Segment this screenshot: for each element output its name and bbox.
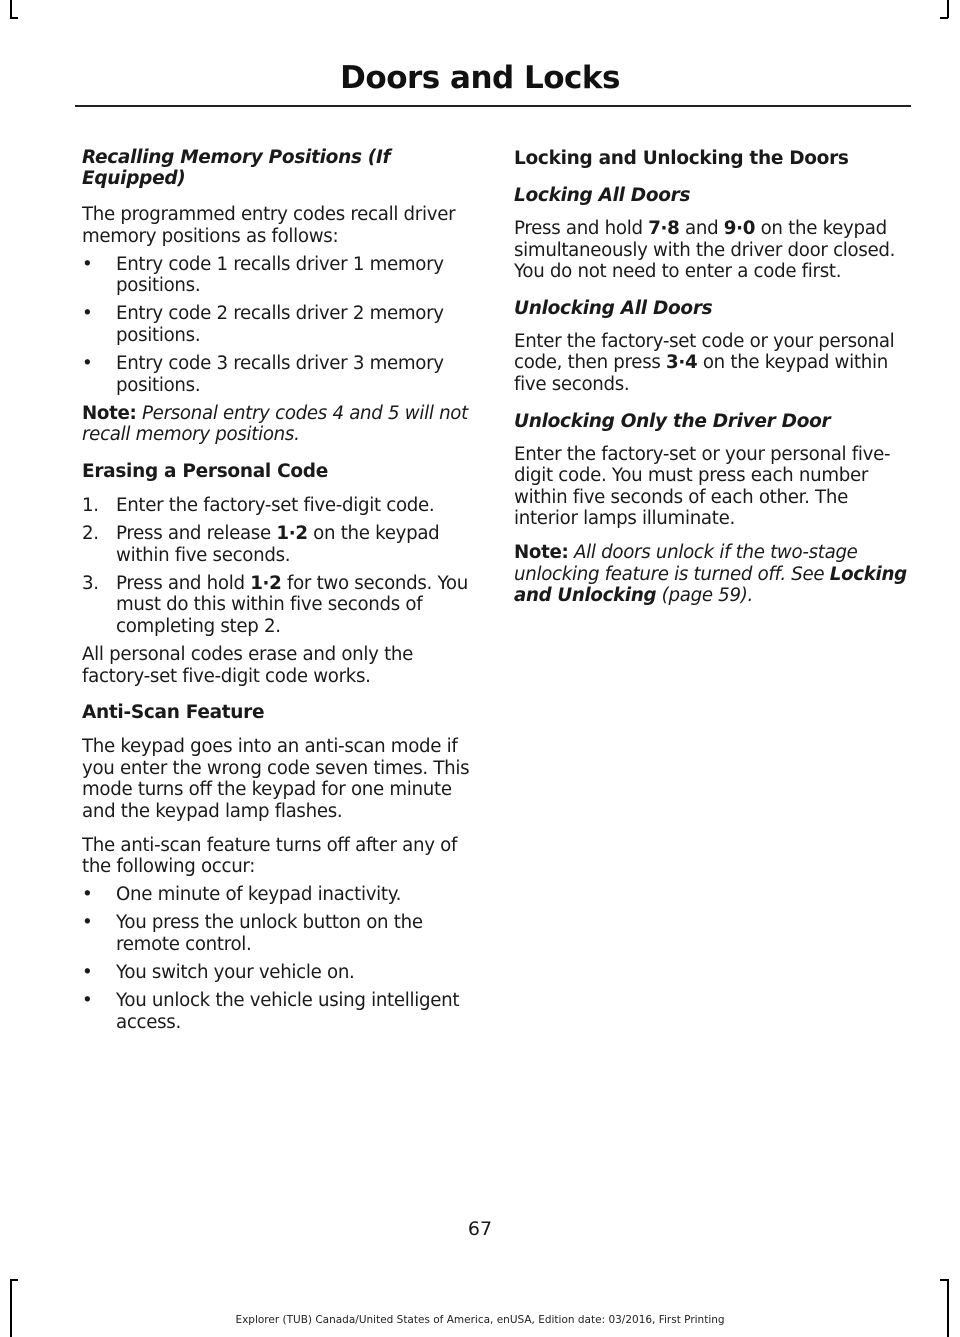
erase-step [82, 523, 477, 566]
unlock-driver-text: Enter the factory-set or your personal five-digit code. You must press each number within five seconds of each other. The interior lamps illuminate. [514, 443, 891, 530]
bullet-marker: • [82, 912, 93, 934]
step-text-after: for two seconds. You must do this within five seconds of completing step 2. [116, 572, 468, 637]
unlock-all-text [514, 331, 909, 396]
memory-bullet-text: Entry code 1 recalls driver 1 memory positions. [116, 253, 444, 297]
memory-intro: The programmed entry codes recall driver memory positions as follows: [82, 204, 456, 247]
crop-mark-bottom-left-h [10, 1279, 18, 1281]
crop-mark-top-right-h [940, 17, 948, 19]
lock-all-text-3: on the keypad simultaneously with the driver door closed. You do not need to enter a code first. [514, 218, 896, 283]
step-text-after: on the keypad within five seconds. [116, 523, 440, 566]
keypad-key: 1·2 [250, 572, 282, 594]
bullet-marker: • [82, 253, 93, 275]
left-column [82, 145, 477, 1033]
antiscan-bullet [82, 884, 477, 906]
antiscan-paragraph: The keypad goes into an anti-scan mode if you enter the wrong code seven times. This mode turns off the keypad for one minute and the keypad lamp flashes. [82, 736, 470, 822]
erase-step [82, 573, 477, 638]
page-reference: (page 59) [656, 585, 748, 607]
step-number: 1. [82, 494, 99, 516]
step-text: Enter the factory-set five-digit code. [116, 494, 435, 516]
note-text: All doors unlock if the two-stage unlocking feature is turned off. See [514, 541, 858, 585]
keypad-key: 9·0 [723, 218, 756, 239]
note-text: Personal entry codes 4 and 5 will not recall memory positions. [82, 402, 468, 446]
antiscan-bullet-text: One minute of keypad inactivity. [116, 884, 402, 906]
step-number: 2. [82, 523, 99, 545]
note-label: Note: [82, 402, 137, 424]
memory-bullet [82, 254, 477, 297]
header-rule [75, 105, 911, 107]
page-number: 67 [467, 1218, 493, 1240]
bullet-marker: • [82, 353, 93, 375]
unlock-all-text-1: Enter the factory-set code or your personal code, then press [514, 330, 895, 374]
crop-mark-bottom-right-h [940, 1279, 948, 1281]
memory-bullet-text: Entry code 3 recalls driver 3 memory positions. [116, 353, 444, 396]
bullet-marker: • [82, 962, 93, 984]
lock-all-text-2: and [679, 218, 724, 239]
erase-heading: Erasing a Personal Code [82, 460, 328, 482]
unlock-driver-heading: Unlocking Only the Driver Door [514, 410, 831, 432]
lock-all-heading: Locking All Doors [514, 185, 691, 206]
memory-bullet [82, 353, 477, 396]
keypad-key: 1·2 [276, 523, 308, 545]
keypad-key: 7·8 [648, 218, 680, 239]
antiscan-heading: Anti-Scan Feature [82, 702, 265, 724]
cross-reference-link[interactable]: Locking and Unlocking [514, 563, 907, 607]
keypad-key: 3·4 [666, 352, 698, 374]
antiscan-paragraph: The anti-scan feature turns off after any of the following occur: [82, 834, 458, 878]
erase-after: All personal codes erase and only the factory-set five-digit code works. [82, 644, 414, 687]
antiscan-bullet [82, 990, 477, 1033]
antiscan-bullet-text: You unlock the vehicle using intelligent access. [116, 990, 460, 1033]
unlock-all-heading: Unlocking All Doors [514, 297, 713, 319]
note-end: . [747, 585, 754, 607]
crop-mark-bottom-right-v [947, 1279, 949, 1337]
crop-mark-top-left-h [10, 17, 18, 19]
driver-note [514, 542, 909, 607]
memory-heading: Recalling Memory Positions (If Equipped) [82, 147, 391, 189]
bullet-marker: • [82, 990, 93, 1012]
crop-mark-bottom-left-v [10, 1279, 12, 1337]
page-header-title: Doors and Locks [340, 60, 620, 96]
antiscan-bullet-text: You switch your vehicle on. [116, 962, 355, 984]
memory-note [82, 403, 477, 446]
unlock-all-text-2: on the keypad within five seconds. [514, 352, 888, 395]
memory-bullet-text: Entry code 2 recalls driver 2 memory positions. [116, 303, 444, 346]
step-text: Press and release [116, 523, 277, 545]
lock-all-text [514, 218, 909, 283]
crop-mark-top-right-v [947, 0, 949, 18]
erase-step [82, 495, 477, 517]
bullet-marker: • [82, 884, 93, 906]
lock-all-text-1: Press and hold [514, 218, 649, 239]
bullet-marker: • [82, 303, 93, 325]
antiscan-bullet [82, 962, 477, 984]
antiscan-bullet-text: You press the unlock button on the remote control. [116, 912, 423, 955]
memory-bullet [82, 303, 477, 346]
right-column [514, 145, 909, 607]
footer-edition-info: Explorer (TUB) Canada/United States of America, enUSA, Edition date: 03/2016, First Printing [235, 1314, 725, 1326]
antiscan-bullet [82, 912, 477, 955]
step-number: 3. [82, 572, 99, 594]
lock-heading: Locking and Unlocking the Doors [514, 148, 849, 169]
crop-mark-top-left-v [10, 0, 12, 18]
step-text: Press and hold [116, 572, 251, 594]
note-label: Note: [514, 541, 569, 563]
